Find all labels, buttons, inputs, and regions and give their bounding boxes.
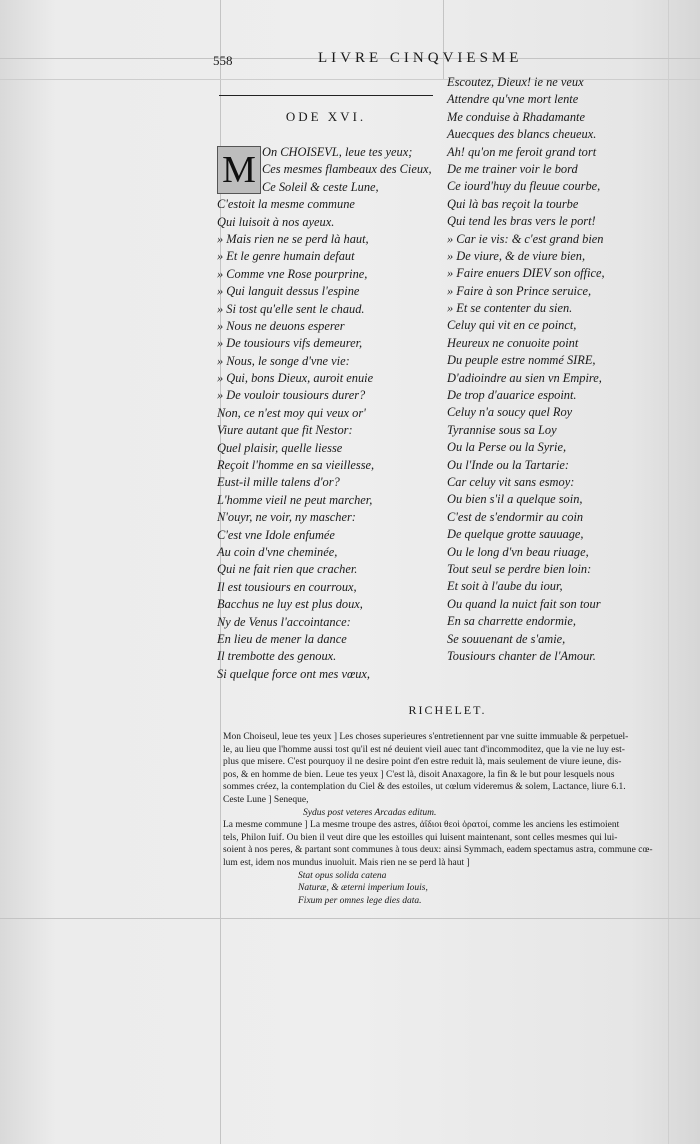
commentary-line: pos, & en homme de bien. Leue tes yeux ] C'est là, disoit Anaxagore, la fin & le but pour lesquels nous <box>223 769 615 780</box>
verse-line: D'adioindre au sien vn Empire, <box>447 370 602 385</box>
verse-line: Tyrannise sous sa Loy <box>447 422 557 437</box>
latin-quote-line: Stat opus solida catena <box>298 870 387 881</box>
verse-line: Tousiours chanter de l'Amour. <box>447 648 596 663</box>
verse-line: Qui là bas reçoit la tourbe <box>447 196 579 211</box>
verse-line: Ce iourd'huy du fleuue courbe, <box>447 179 601 194</box>
verse-line: » De vouloir tousiours durer? <box>217 388 366 403</box>
verse-line: Du peuple estre nommé SIRE, <box>447 353 596 368</box>
commentary-notes <box>223 731 675 907</box>
verse-line: Reçoit l'homme en sa vieillesse, <box>217 458 375 473</box>
verse-line: De quelque grotte sauuage, <box>447 527 584 542</box>
verse-line: Ou quand la nuict fait son tour <box>447 596 601 611</box>
ode-title: ODE XVI. <box>285 109 367 124</box>
commentary-line: Mon Choiseul, leue tes yeux ] Les choses superieures s'entretiennent par vne suitte immuable & perpetuel- <box>223 732 629 742</box>
verse-line: » Qui, bons Dieux, auroit enuie <box>217 371 374 386</box>
verse-line: C'est de s'endormir au coin <box>447 509 584 524</box>
verse-line: En sa charrette endormie, <box>447 614 576 629</box>
commentary-line: Ceste Lune ] Seneque, <box>223 794 309 805</box>
verse-line: L'homme vieil ne peut marcher, <box>217 492 373 507</box>
verse-line: Il trembotte des genoux. <box>217 649 337 664</box>
page-header <box>213 50 663 72</box>
verse-line: » Et le genre humain defaut <box>217 249 355 264</box>
drop-cap-initial: M <box>217 146 261 194</box>
verse-line: Auecques des blancs cheueux. <box>447 127 597 142</box>
verse-line: Se souuenant de s'amie, <box>447 631 566 646</box>
verse-line: » Faire à son Prince seruice, <box>447 283 592 298</box>
verse-line: Ou le long d'vn beau riuage, <box>447 544 589 559</box>
page-number: 558 <box>213 53 233 68</box>
verse-line: Celuy n'a soucy quel Roy <box>447 405 573 420</box>
poem-right-column <box>447 74 669 665</box>
verse-line: » Et se contenter du sien. <box>447 301 573 316</box>
verse-line: » Faire enuers DIEV son office, <box>447 266 605 281</box>
verse-line: Me conduise à Rhadamante <box>447 109 585 124</box>
verse-line: Celuy qui vit en ce poinct, <box>447 318 577 333</box>
commentary-line: soient à nos peres, & partant sont communes à tous deux: ainsi Symmach, eadem spectamus astra, commune cœ- <box>223 845 653 856</box>
verse-line: Ah! qu'on me feroit grand tort <box>447 144 597 159</box>
fold-line <box>0 918 700 919</box>
verse-line: Ny de Venus l'accointance: <box>217 614 351 629</box>
title-rule <box>219 95 433 96</box>
verse-line: » Mais rien ne se perd là haut, <box>217 231 369 246</box>
verse-line: » Car ie vis: & c'est grand bien <box>447 231 604 246</box>
verse-line: » De tousiours vifs demeurer, <box>217 336 363 351</box>
verse-line: Qui luisoit à nos ayeux. <box>217 214 335 229</box>
latin-quote-line: Fixum per omnes lege dies data. <box>298 895 422 906</box>
verse-line: C'estoit la mesme commune <box>217 197 355 212</box>
verse-line: » Nous, le songe d'vne vie: <box>217 353 350 368</box>
verse-line: Qui ne fait rien que cracher. <box>217 562 358 577</box>
verse-line: Ou l'Inde ou la Tartarie: <box>447 457 569 472</box>
verse-line: En lieu de mener la dance <box>217 631 347 646</box>
verse-line: Il est tousiours en courroux, <box>217 579 357 594</box>
verse-line: N'ouyr, ne voir, ny mascher: <box>217 510 356 525</box>
verse-line: Tout seul se perdre bien loin: <box>447 561 592 576</box>
verse-line: » De viure, & de viure bien, <box>447 248 586 263</box>
verse-line: Heureux ne conuoite point <box>447 335 579 350</box>
commentary-line: plus que misere. C'est pourquoy il ne desire point d'en estre reduit là, mais seulement de viure ieune, dis- <box>223 757 622 768</box>
commentary-title: RICHELET. <box>408 703 487 717</box>
verse-line: C'est vne Idole enfumée <box>217 527 335 542</box>
verse-line: Non, ce n'est moy qui veux or' <box>217 405 366 420</box>
verse-line: Au coin d'vne cheminée, <box>217 544 338 559</box>
verse-line: De me trainer voir le bord <box>447 161 578 176</box>
commentary-line: le, au lieu que l'homme aussi tost qu'il est né deuient vieil auec tant d'incommoditez, que la vie ne luy est- <box>223 744 625 755</box>
verse-line: Attendre qu'vne mort lente <box>447 92 579 107</box>
commentary-line: lum est, idem nos mundus inuoluit. Mais rien ne se perd là haut ] <box>223 857 470 868</box>
commentary-line: tels, Philon Iuif. Ou bien il veut dire que les estoilles qui luisent maintenant, sont celles mesmes qui lui- <box>223 832 618 843</box>
verse-line: Ou bien s'il a quelque soin, <box>447 492 583 507</box>
running-title: LIVRE CINQVIESME <box>318 50 523 66</box>
verse-line: » Si tost qu'elle sent le chaud. <box>217 301 365 316</box>
verse-line: Si quelque force ont mes vœux, <box>217 666 371 681</box>
poem-left-column <box>217 144 441 683</box>
verse-line: » Comme vne Rose pourprine, <box>217 266 368 281</box>
verse-line: De trop d'auarice espoint. <box>447 388 577 403</box>
verse-line: » Qui languit dessus l'espine <box>217 284 360 299</box>
verse-line: » Nous ne deuons esperer <box>217 318 345 333</box>
commentary-line: sommes créez, la contemplation du Ciel & des estoiles, ut cœlum videremus & solem, Lactance, liure 6.1. <box>223 782 626 793</box>
verse-line: Ce Soleil & ceste Lune, <box>262 179 379 194</box>
verse-line: Qui tend les bras vers le port! <box>447 214 596 229</box>
verse-line: On CHOISEVL, leue tes yeux; <box>262 145 413 159</box>
verse-line: Bacchus ne luy est plus doux, <box>217 597 363 612</box>
verse-line: Ou la Perse ou la Syrie, <box>447 440 567 455</box>
verse-line: Eust-il mille talens d'or? <box>217 475 340 490</box>
latin-quote: Sydus post veteres Arcadas editum. <box>303 807 437 818</box>
verse-line: Car celuy vit sans esmoy: <box>447 474 575 489</box>
verse-line: Viure autant que fit Nestor: <box>217 423 353 438</box>
latin-quote-line: Naturæ, & æterni imperium Iouis, <box>298 883 428 894</box>
verse-line: Quel plaisir, quelle liesse <box>217 440 343 455</box>
verse-line: Et soit à l'aube du iour, <box>447 579 563 594</box>
verse-line: Escoutez, Dieux! ie ne veux <box>447 75 584 89</box>
commentary-line: La mesme commune ] La mesme troupe des astres, ἀΐδιοι θεοὶ ὁρατοί, comme les anciens les estimoient <box>223 820 620 831</box>
verse-line: Ces mesmes flambeaux des Cieux, <box>262 162 432 177</box>
